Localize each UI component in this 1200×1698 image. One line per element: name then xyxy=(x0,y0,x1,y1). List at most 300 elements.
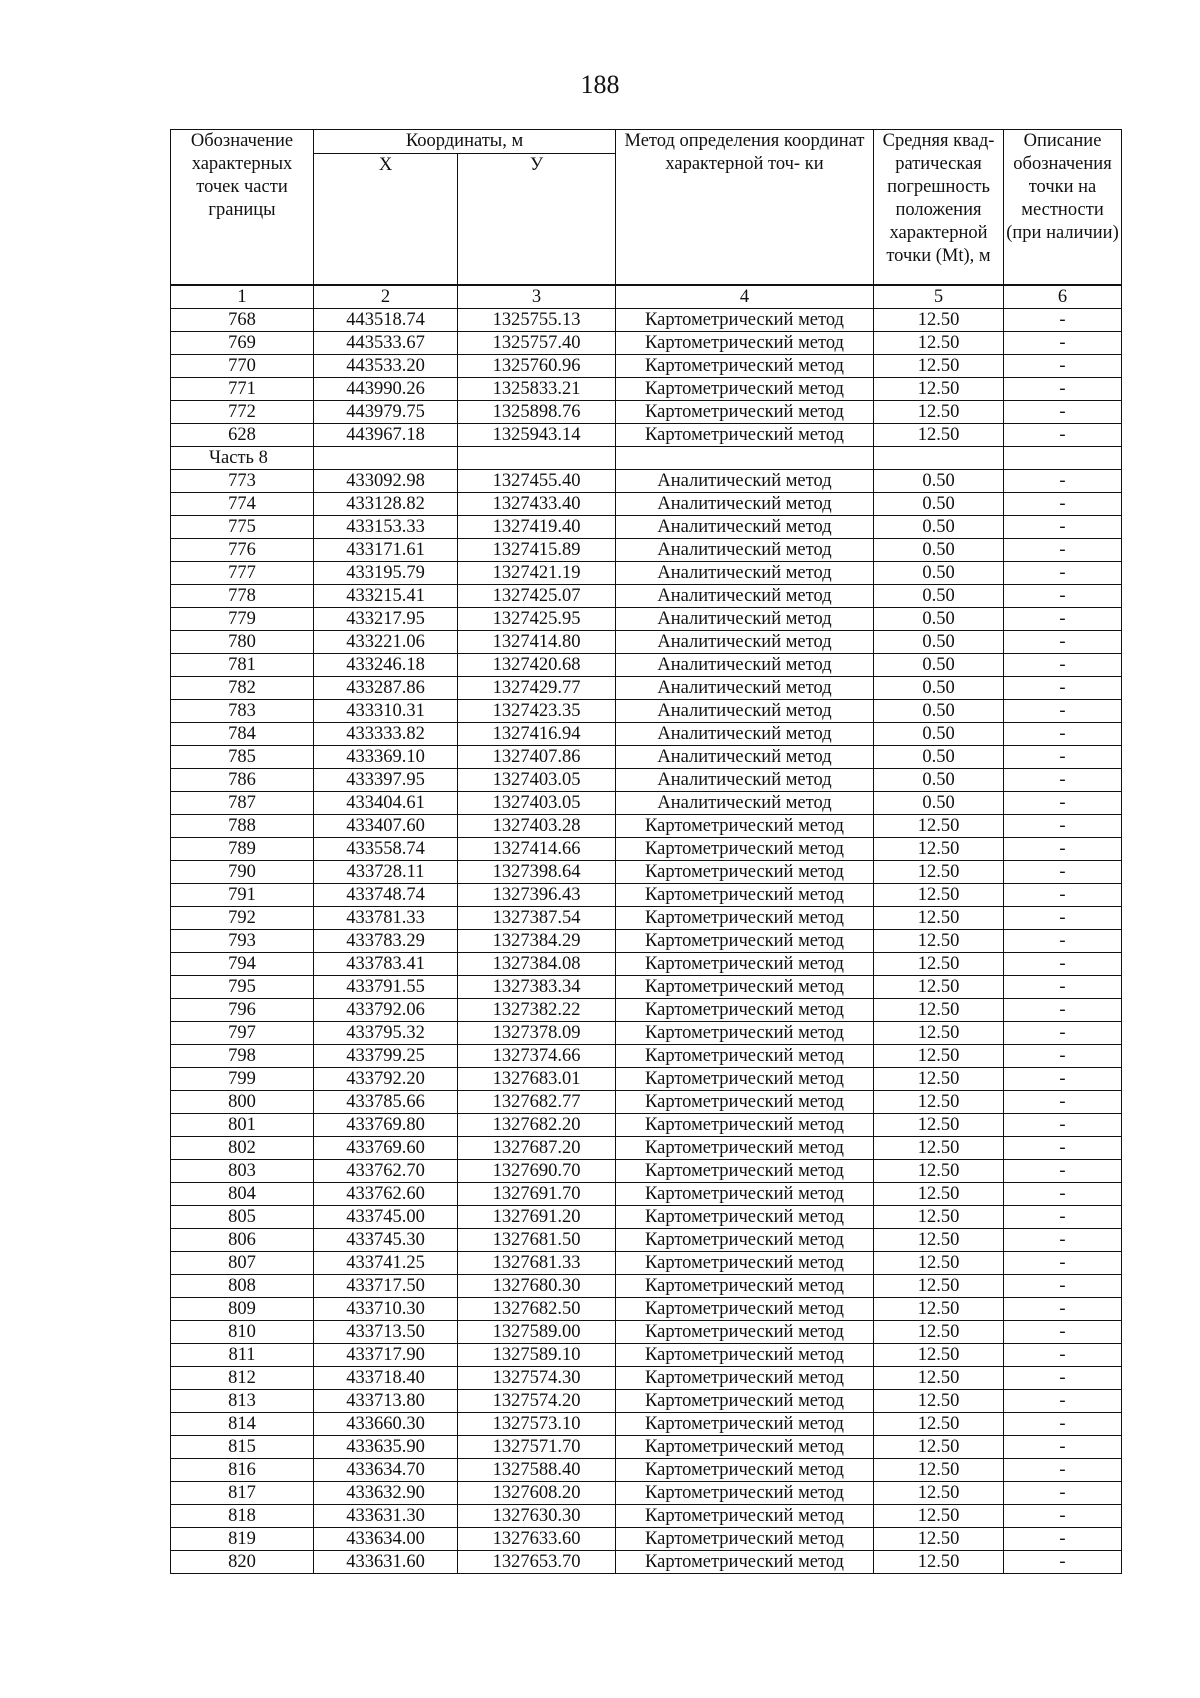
error-cell: 12.50 xyxy=(874,1252,1004,1275)
description-cell: - xyxy=(1004,631,1122,654)
x-cell: 433745.30 xyxy=(314,1229,458,1252)
error-cell: 12.50 xyxy=(874,1321,1004,1344)
y-cell: 1327396.43 xyxy=(458,884,616,907)
error-cell: 12.50 xyxy=(874,1206,1004,1229)
description-cell: - xyxy=(1004,1275,1122,1298)
header-x: X xyxy=(314,154,458,286)
method-cell xyxy=(616,447,874,470)
x-cell: 433634.00 xyxy=(314,1528,458,1551)
y-cell: 1325898.76 xyxy=(458,401,616,424)
y-cell: 1327608.20 xyxy=(458,1482,616,1505)
description-cell: - xyxy=(1004,884,1122,907)
column-number: 5 xyxy=(874,285,1004,309)
table-row xyxy=(171,654,1122,677)
x-cell: 433558.74 xyxy=(314,838,458,861)
description-cell: - xyxy=(1004,1390,1122,1413)
y-cell: 1327383.34 xyxy=(458,976,616,999)
table-row xyxy=(171,677,1122,700)
y-cell: 1327425.07 xyxy=(458,585,616,608)
y-cell: 1327682.77 xyxy=(458,1091,616,1114)
point-id-cell: 793 xyxy=(171,930,314,953)
table-row xyxy=(171,1022,1122,1045)
x-cell: 433795.32 xyxy=(314,1022,458,1045)
point-id-cell: 811 xyxy=(171,1344,314,1367)
x-cell: 433397.95 xyxy=(314,769,458,792)
table-row xyxy=(171,562,1122,585)
method-cell: Картометрический метод xyxy=(616,309,874,332)
point-id-cell: 807 xyxy=(171,1252,314,1275)
point-id-cell: 808 xyxy=(171,1275,314,1298)
error-cell: 0.50 xyxy=(874,723,1004,746)
y-cell: 1327680.30 xyxy=(458,1275,616,1298)
x-cell: 433785.66 xyxy=(314,1091,458,1114)
y-cell: 1327691.20 xyxy=(458,1206,616,1229)
description-cell: - xyxy=(1004,746,1122,769)
point-id-cell: 770 xyxy=(171,355,314,378)
error-cell: 12.50 xyxy=(874,1482,1004,1505)
table-row xyxy=(171,1252,1122,1275)
point-id-cell: 818 xyxy=(171,1505,314,1528)
method-cell: Картометрический метод xyxy=(616,1321,874,1344)
x-cell: 433660.30 xyxy=(314,1413,458,1436)
y-cell: 1327403.05 xyxy=(458,769,616,792)
method-cell: Аналитический метод xyxy=(616,493,874,516)
error-cell: 0.50 xyxy=(874,562,1004,585)
point-id-cell: 817 xyxy=(171,1482,314,1505)
point-id-cell: 789 xyxy=(171,838,314,861)
x-cell: 433221.06 xyxy=(314,631,458,654)
method-cell: Картометрический метод xyxy=(616,861,874,884)
method-cell: Картометрический метод xyxy=(616,1367,874,1390)
table-row xyxy=(171,585,1122,608)
point-id-cell: 784 xyxy=(171,723,314,746)
table-row xyxy=(171,539,1122,562)
point-id-cell: 790 xyxy=(171,861,314,884)
method-cell: Аналитический метод xyxy=(616,769,874,792)
header-mean-error: Средняя квад- ратическая погрешность положения характерной точки (Mt), м xyxy=(874,130,1004,286)
y-cell: 1327630.30 xyxy=(458,1505,616,1528)
method-cell: Картометрический метод xyxy=(616,999,874,1022)
y-cell: 1327633.60 xyxy=(458,1528,616,1551)
method-cell: Картометрический метод xyxy=(616,1045,874,1068)
x-cell: 443967.18 xyxy=(314,424,458,447)
description-cell: - xyxy=(1004,723,1122,746)
method-cell: Картометрический метод xyxy=(616,976,874,999)
error-cell: 12.50 xyxy=(874,1183,1004,1206)
y-cell: 1327419.40 xyxy=(458,516,616,539)
error-cell: 12.50 xyxy=(874,1068,1004,1091)
table-row xyxy=(171,1505,1122,1528)
y-cell: 1327414.66 xyxy=(458,838,616,861)
description-cell: - xyxy=(1004,516,1122,539)
description-cell: - xyxy=(1004,930,1122,953)
y-cell: 1327589.10 xyxy=(458,1344,616,1367)
error-cell: 12.50 xyxy=(874,1390,1004,1413)
y-cell: 1327384.08 xyxy=(458,953,616,976)
method-cell: Аналитический метод xyxy=(616,516,874,539)
point-id-cell: 781 xyxy=(171,654,314,677)
table-row xyxy=(171,332,1122,355)
point-id-cell: 628 xyxy=(171,424,314,447)
description-cell: - xyxy=(1004,907,1122,930)
table-row xyxy=(171,700,1122,723)
error-cell: 12.50 xyxy=(874,838,1004,861)
error-cell: 12.50 xyxy=(874,884,1004,907)
method-cell: Картометрический метод xyxy=(616,378,874,401)
x-cell: 433333.82 xyxy=(314,723,458,746)
method-cell: Аналитический метод xyxy=(616,608,874,631)
y-cell: 1327398.64 xyxy=(458,861,616,884)
point-id-cell: Часть 8 xyxy=(171,447,314,470)
error-cell: 12.50 xyxy=(874,1551,1004,1574)
error-cell: 12.50 xyxy=(874,907,1004,930)
table-row xyxy=(171,401,1122,424)
point-id-cell: 791 xyxy=(171,884,314,907)
point-id-cell: 773 xyxy=(171,470,314,493)
y-cell: 1327681.33 xyxy=(458,1252,616,1275)
description-cell: - xyxy=(1004,562,1122,585)
method-cell: Картометрический метод xyxy=(616,1413,874,1436)
y-cell: 1327571.70 xyxy=(458,1436,616,1459)
description-cell: - xyxy=(1004,539,1122,562)
error-cell: 0.50 xyxy=(874,516,1004,539)
description-cell: - xyxy=(1004,815,1122,838)
error-cell: 0.50 xyxy=(874,677,1004,700)
description-cell: - xyxy=(1004,677,1122,700)
x-cell: 433762.70 xyxy=(314,1160,458,1183)
coordinates-table xyxy=(170,129,1122,1574)
point-id-cell: 802 xyxy=(171,1137,314,1160)
x-cell: 433153.33 xyxy=(314,516,458,539)
error-cell: 12.50 xyxy=(874,1344,1004,1367)
table-row xyxy=(171,1183,1122,1206)
method-cell: Картометрический метод xyxy=(616,1298,874,1321)
method-cell: Картометрический метод xyxy=(616,1068,874,1091)
table-row xyxy=(171,1137,1122,1160)
description-cell xyxy=(1004,447,1122,470)
description-cell: - xyxy=(1004,470,1122,493)
table-row xyxy=(171,1344,1122,1367)
error-cell: 12.50 xyxy=(874,1114,1004,1137)
method-cell: Картометрический метод xyxy=(616,424,874,447)
description-cell: - xyxy=(1004,1482,1122,1505)
error-cell: 12.50 xyxy=(874,1298,1004,1321)
description-cell: - xyxy=(1004,1298,1122,1321)
description-cell: - xyxy=(1004,1068,1122,1091)
x-cell: 433728.11 xyxy=(314,861,458,884)
point-id-cell: 777 xyxy=(171,562,314,585)
point-id-cell: 798 xyxy=(171,1045,314,1068)
x-cell: 433404.61 xyxy=(314,792,458,815)
table-row xyxy=(171,1298,1122,1321)
error-cell: 12.50 xyxy=(874,976,1004,999)
description-cell: - xyxy=(1004,378,1122,401)
method-cell: Картометрический метод xyxy=(616,355,874,378)
point-id-cell: 816 xyxy=(171,1459,314,1482)
method-cell: Картометрический метод xyxy=(616,1344,874,1367)
method-cell: Картометрический метод xyxy=(616,332,874,355)
description-cell: - xyxy=(1004,700,1122,723)
error-cell: 12.50 xyxy=(874,355,1004,378)
x-cell: 443533.67 xyxy=(314,332,458,355)
method-cell: Аналитический метод xyxy=(616,654,874,677)
method-cell: Картометрический метод xyxy=(616,1252,874,1275)
table-row xyxy=(171,1321,1122,1344)
table-row xyxy=(171,1275,1122,1298)
y-cell: 1327403.05 xyxy=(458,792,616,815)
y-cell: 1327683.01 xyxy=(458,1068,616,1091)
error-cell xyxy=(874,447,1004,470)
x-cell: 443533.20 xyxy=(314,355,458,378)
point-id-cell: 792 xyxy=(171,907,314,930)
x-cell: 433792.20 xyxy=(314,1068,458,1091)
point-id-cell: 820 xyxy=(171,1551,314,1574)
description-cell: - xyxy=(1004,1206,1122,1229)
table-row xyxy=(171,309,1122,332)
point-id-cell: 774 xyxy=(171,493,314,516)
y-cell: 1327374.66 xyxy=(458,1045,616,1068)
table-row xyxy=(171,815,1122,838)
error-cell: 12.50 xyxy=(874,378,1004,401)
method-cell: Картометрический метод xyxy=(616,815,874,838)
table-row xyxy=(171,1528,1122,1551)
y-cell: 1327574.30 xyxy=(458,1367,616,1390)
table-row xyxy=(171,1091,1122,1114)
method-cell: Аналитический метод xyxy=(616,723,874,746)
y-cell: 1327653.70 xyxy=(458,1551,616,1574)
point-id-cell: 782 xyxy=(171,677,314,700)
point-id-cell: 772 xyxy=(171,401,314,424)
table-row xyxy=(171,447,1122,470)
method-cell: Аналитический метод xyxy=(616,677,874,700)
y-cell: 1327690.70 xyxy=(458,1160,616,1183)
point-id-cell: 813 xyxy=(171,1390,314,1413)
method-cell: Картометрический метод xyxy=(616,1160,874,1183)
description-cell: - xyxy=(1004,976,1122,999)
point-id-cell: 788 xyxy=(171,815,314,838)
error-cell: 0.50 xyxy=(874,631,1004,654)
description-cell: - xyxy=(1004,1436,1122,1459)
point-id-cell: 769 xyxy=(171,332,314,355)
point-id-cell: 812 xyxy=(171,1367,314,1390)
error-cell: 12.50 xyxy=(874,1367,1004,1390)
method-cell: Аналитический метод xyxy=(616,539,874,562)
point-id-cell: 815 xyxy=(171,1436,314,1459)
method-cell: Картометрический метод xyxy=(616,401,874,424)
table-row xyxy=(171,1459,1122,1482)
table-row xyxy=(171,355,1122,378)
x-cell: 433217.95 xyxy=(314,608,458,631)
point-id-cell: 785 xyxy=(171,746,314,769)
error-cell: 12.50 xyxy=(874,1160,1004,1183)
y-cell: 1327378.09 xyxy=(458,1022,616,1045)
x-cell: 433791.55 xyxy=(314,976,458,999)
y-cell: 1325833.21 xyxy=(458,378,616,401)
point-id-cell: 778 xyxy=(171,585,314,608)
error-cell: 0.50 xyxy=(874,493,1004,516)
error-cell: 12.50 xyxy=(874,1275,1004,1298)
table-row xyxy=(171,1206,1122,1229)
x-cell xyxy=(314,447,458,470)
point-id-cell: 768 xyxy=(171,309,314,332)
error-cell: 0.50 xyxy=(874,769,1004,792)
x-cell: 433195.79 xyxy=(314,562,458,585)
method-cell: Картометрический метод xyxy=(616,1022,874,1045)
point-id-cell: 799 xyxy=(171,1068,314,1091)
x-cell: 433246.18 xyxy=(314,654,458,677)
table-row xyxy=(171,631,1122,654)
point-id-cell: 776 xyxy=(171,539,314,562)
description-cell: - xyxy=(1004,1344,1122,1367)
point-id-cell: 786 xyxy=(171,769,314,792)
method-cell: Аналитический метод xyxy=(616,562,874,585)
y-cell: 1325757.40 xyxy=(458,332,616,355)
method-cell: Картометрический метод xyxy=(616,1436,874,1459)
x-cell: 433781.33 xyxy=(314,907,458,930)
x-cell: 433769.80 xyxy=(314,1114,458,1137)
error-cell: 12.50 xyxy=(874,1091,1004,1114)
x-cell: 433407.60 xyxy=(314,815,458,838)
error-cell: 0.50 xyxy=(874,792,1004,815)
x-cell: 433717.50 xyxy=(314,1275,458,1298)
description-cell: - xyxy=(1004,1459,1122,1482)
header-y: У xyxy=(458,154,616,286)
point-id-cell: 796 xyxy=(171,999,314,1022)
description-cell: - xyxy=(1004,654,1122,677)
x-cell: 433310.31 xyxy=(314,700,458,723)
table-row xyxy=(171,907,1122,930)
point-id-cell: 795 xyxy=(171,976,314,999)
x-cell: 443518.74 xyxy=(314,309,458,332)
x-cell: 433783.41 xyxy=(314,953,458,976)
description-cell: - xyxy=(1004,999,1122,1022)
point-id-cell: 771 xyxy=(171,378,314,401)
x-cell: 433748.74 xyxy=(314,884,458,907)
description-cell: - xyxy=(1004,1160,1122,1183)
description-cell: - xyxy=(1004,608,1122,631)
y-cell: 1327382.22 xyxy=(458,999,616,1022)
x-cell: 443990.26 xyxy=(314,378,458,401)
error-cell: 12.50 xyxy=(874,999,1004,1022)
table-row xyxy=(171,1114,1122,1137)
x-cell: 433783.29 xyxy=(314,930,458,953)
y-cell: 1327387.54 xyxy=(458,907,616,930)
y-cell: 1327423.35 xyxy=(458,700,616,723)
method-cell: Картометрический метод xyxy=(616,1229,874,1252)
method-cell: Картометрический метод xyxy=(616,1390,874,1413)
error-cell: 12.50 xyxy=(874,332,1004,355)
x-cell: 433762.60 xyxy=(314,1183,458,1206)
description-cell: - xyxy=(1004,1505,1122,1528)
x-cell: 433799.25 xyxy=(314,1045,458,1068)
y-cell: 1327687.20 xyxy=(458,1137,616,1160)
x-cell: 433632.90 xyxy=(314,1482,458,1505)
y-cell: 1327414.80 xyxy=(458,631,616,654)
point-id-cell: 805 xyxy=(171,1206,314,1229)
description-cell: - xyxy=(1004,1229,1122,1252)
method-cell: Картометрический метод xyxy=(616,884,874,907)
method-cell: Картометрический метод xyxy=(616,953,874,976)
point-id-cell: 809 xyxy=(171,1298,314,1321)
table-row xyxy=(171,470,1122,493)
error-cell: 0.50 xyxy=(874,700,1004,723)
description-cell: - xyxy=(1004,1321,1122,1344)
method-cell: Картометрический метод xyxy=(616,1459,874,1482)
point-id-cell: 797 xyxy=(171,1022,314,1045)
column-number: 1 xyxy=(171,285,314,309)
table-row xyxy=(171,861,1122,884)
x-cell: 433631.60 xyxy=(314,1551,458,1574)
x-cell: 433792.06 xyxy=(314,999,458,1022)
y-cell: 1327429.77 xyxy=(458,677,616,700)
table-row xyxy=(171,1068,1122,1091)
method-cell: Картометрический метод xyxy=(616,1137,874,1160)
error-cell: 12.50 xyxy=(874,861,1004,884)
header-description: Описание обозначения точки на местности (при наличии) xyxy=(1004,130,1122,286)
description-cell: - xyxy=(1004,401,1122,424)
error-cell: 12.50 xyxy=(874,930,1004,953)
error-cell: 12.50 xyxy=(874,815,1004,838)
x-cell: 433171.61 xyxy=(314,539,458,562)
table-row xyxy=(171,1551,1122,1574)
method-cell: Аналитический метод xyxy=(616,792,874,815)
description-cell: - xyxy=(1004,838,1122,861)
y-cell: 1325943.14 xyxy=(458,424,616,447)
y-cell xyxy=(458,447,616,470)
description-cell: - xyxy=(1004,355,1122,378)
error-cell: 0.50 xyxy=(874,608,1004,631)
table-row xyxy=(171,1367,1122,1390)
method-cell: Картометрический метод xyxy=(616,1275,874,1298)
error-cell: 12.50 xyxy=(874,1459,1004,1482)
x-cell: 433635.90 xyxy=(314,1436,458,1459)
error-cell: 12.50 xyxy=(874,1022,1004,1045)
table-row xyxy=(171,746,1122,769)
description-cell: - xyxy=(1004,309,1122,332)
column-number: 3 xyxy=(458,285,616,309)
point-id-cell: 787 xyxy=(171,792,314,815)
table-row xyxy=(171,1160,1122,1183)
table-row xyxy=(171,1413,1122,1436)
x-cell: 433092.98 xyxy=(314,470,458,493)
y-cell: 1327433.40 xyxy=(458,493,616,516)
table-row xyxy=(171,976,1122,999)
y-cell: 1327588.40 xyxy=(458,1459,616,1482)
description-cell: - xyxy=(1004,1045,1122,1068)
description-cell: - xyxy=(1004,1137,1122,1160)
point-id-cell: 819 xyxy=(171,1528,314,1551)
table-row xyxy=(171,792,1122,815)
x-cell: 433718.40 xyxy=(314,1367,458,1390)
y-cell: 1327403.28 xyxy=(458,815,616,838)
description-cell: - xyxy=(1004,1413,1122,1436)
point-id-cell: 783 xyxy=(171,700,314,723)
x-cell: 433741.25 xyxy=(314,1252,458,1275)
point-id-cell: 775 xyxy=(171,516,314,539)
method-cell: Картометрический метод xyxy=(616,1114,874,1137)
description-cell: - xyxy=(1004,1528,1122,1551)
table-row xyxy=(171,378,1122,401)
description-cell: - xyxy=(1004,1183,1122,1206)
y-cell: 1327682.20 xyxy=(458,1114,616,1137)
point-id-cell: 803 xyxy=(171,1160,314,1183)
error-cell: 12.50 xyxy=(874,401,1004,424)
x-cell: 433631.30 xyxy=(314,1505,458,1528)
x-cell: 433369.10 xyxy=(314,746,458,769)
table-row xyxy=(171,838,1122,861)
method-cell: Аналитический метод xyxy=(616,700,874,723)
method-cell: Картометрический метод xyxy=(616,907,874,930)
